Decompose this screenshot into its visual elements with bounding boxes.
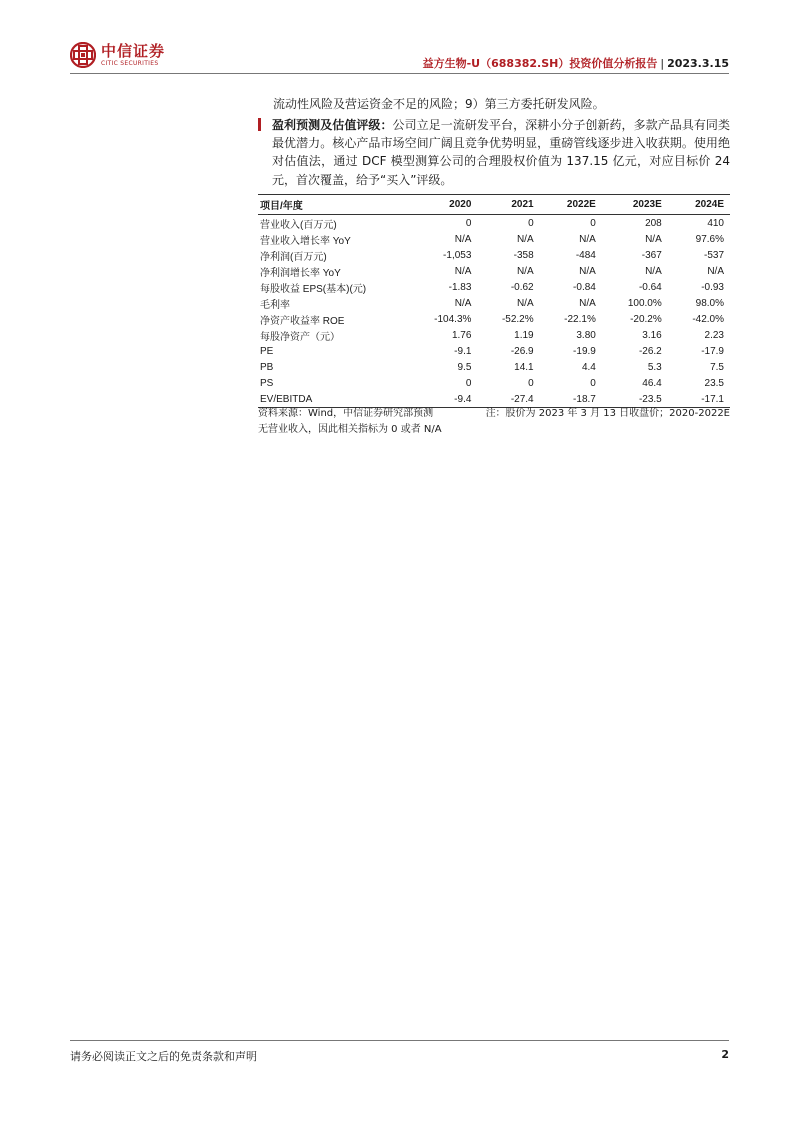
logo-english-name: CITIC SECURITIES: [101, 59, 159, 67]
table-cell: N/A: [454, 265, 472, 277]
table-cell: 7.5: [710, 361, 724, 373]
row-label: 毛利率: [260, 299, 290, 311]
row-label: PB: [260, 361, 274, 373]
table-cell: 208: [645, 217, 662, 229]
row-label: EV/EBITDA: [258, 391, 406, 408]
table-cell: -1.83: [448, 281, 472, 293]
table-row: [258, 327, 730, 343]
table-cell: 0: [465, 217, 472, 229]
table-notes: [258, 406, 730, 438]
table-row: [258, 359, 730, 375]
table-cell: -0.64: [638, 281, 662, 293]
table-cell: 23.5: [704, 377, 724, 389]
table-cell: -358: [513, 249, 534, 261]
rating-paragraph: [272, 116, 730, 189]
column-header: 2024E: [668, 195, 730, 215]
table-row: [258, 247, 730, 263]
section-marker-bar: [258, 118, 261, 131]
table-cell: N/A: [516, 265, 534, 277]
table-cell: N/A: [579, 297, 596, 309]
table-cell: -26.9: [510, 345, 534, 357]
rating-heading: 盈利预测及估值评级：: [272, 118, 393, 132]
rating-section: [258, 116, 730, 189]
citic-logo-icon: [70, 42, 96, 68]
table-cell: -0.93: [701, 281, 724, 293]
table-cell: 1.19: [514, 329, 534, 341]
header-divider: [70, 73, 729, 74]
disclaimer-text: 请务必阅读正文之后的免责条款和声明: [70, 1050, 257, 1063]
table-row: [258, 215, 730, 232]
table-cell: N/A: [579, 265, 596, 277]
table-cell: 100.0%: [627, 297, 662, 309]
table-row: [258, 263, 730, 279]
table-cell: 46.4: [642, 377, 662, 389]
table-cell: 9.5: [457, 361, 472, 373]
table-cell: 0: [590, 217, 596, 229]
table-cell: -367: [641, 249, 662, 261]
footer-divider: [70, 1040, 729, 1041]
table-cell: -9.1: [454, 345, 472, 357]
row-label: PS: [260, 377, 274, 389]
row-label: 每股净资产（元）: [260, 331, 340, 343]
table-header-row: [258, 195, 730, 215]
table-cell: 97.6%: [695, 233, 724, 245]
table-cell: -42.0%: [692, 313, 724, 325]
row-label: 营业收入增长率 YoY: [260, 235, 351, 247]
column-header: 2023E: [602, 195, 668, 215]
risk-tail-paragraph: 流动性风险及营运资金不足的风险；9）第三方委托研发风险。: [273, 97, 605, 111]
table-cell: 0: [528, 377, 534, 389]
header-separator: |: [660, 57, 665, 70]
report-header: [423, 55, 729, 71]
table-cell: N/A: [454, 297, 472, 309]
table-cell: -484: [575, 249, 596, 261]
table-cell: 0: [465, 377, 472, 389]
table-cell: -19.9: [573, 345, 596, 357]
rating-body: 公司立足一流研发平台，深耕小分子创新药，多款产品具有同类最优潜力。核心产品市场空间广阔且竞争优势明显，重磅管线逐步进入收获期。使用绝对估值法，通过 DCF 模型测算公司的合理股权价值为 137.15 亿元，对应目标价 24 元，首次覆盖，给予“买入”评级。: [272, 118, 730, 187]
table-cell: 0: [528, 217, 534, 229]
data-source: 资料来源：Wind，中信证券研究部预测: [258, 408, 434, 419]
column-header: 项目/年度: [258, 195, 406, 215]
table-row: [258, 311, 730, 327]
column-header: 2022E: [540, 195, 602, 215]
table-row: [258, 343, 730, 359]
row-label: 每股收益 EPS(基本)(元): [260, 283, 367, 295]
table-cell: -52.2%: [501, 313, 534, 325]
row-label: 净利润(百万元): [260, 251, 327, 263]
table-cell: 2.23: [704, 329, 724, 341]
report-title: 益方生物-U（688382.SH）投资价值分析报告: [422, 57, 658, 70]
report-date: 2023.3.15: [667, 57, 729, 70]
table-cell: 410: [707, 217, 724, 229]
table-cell: -26.2: [638, 345, 662, 357]
table-cell: 1.76: [451, 329, 472, 341]
table-cell: -17.9: [701, 345, 724, 357]
table-row: [258, 375, 730, 391]
table-cell: N/A: [645, 233, 662, 245]
table-cell: -104.3%: [434, 313, 472, 325]
logo-chinese-name: 中信证券: [101, 41, 166, 60]
citic-logo: [70, 42, 165, 68]
table-note: 注：股价为 2023 年 3 月 13 日收盘价；2020-2022E: [485, 408, 730, 419]
table-cell: -23.5: [602, 391, 668, 408]
table-cell: 3.16: [642, 329, 662, 341]
table-row: [258, 279, 730, 295]
table-cell: -17.1: [668, 391, 730, 408]
table-cell: 5.3: [647, 361, 662, 373]
table-cell: 3.80: [576, 329, 596, 341]
table-cell: -1,053: [443, 249, 472, 261]
table-cell: -18.7: [540, 391, 602, 408]
table-row: [258, 295, 730, 311]
table-cell: -27.4: [477, 391, 539, 408]
table-cell: 14.1: [514, 361, 534, 373]
row-label: 净资产收益率 ROE: [260, 315, 345, 327]
column-header: 2020: [406, 195, 477, 215]
table-row: [258, 231, 730, 247]
financial-forecast-table: [258, 194, 730, 408]
table-cell: -20.2%: [630, 313, 662, 325]
page-number: 2: [721, 1048, 729, 1061]
row-label: PE: [260, 345, 274, 357]
row-label: 净利润增长率 YoY: [260, 267, 341, 279]
table-cell: N/A: [645, 265, 662, 277]
table-cell: 98.0%: [695, 297, 724, 309]
table-cell: N/A: [454, 233, 472, 245]
table-cell: N/A: [516, 297, 534, 309]
table-cell: -0.84: [573, 281, 596, 293]
table-cell: N/A: [707, 265, 724, 277]
row-label: 营业收入(百万元): [260, 219, 337, 231]
table-cell: N/A: [516, 233, 534, 245]
table-cell: -0.62: [510, 281, 534, 293]
table-cell: 4.4: [581, 361, 596, 373]
column-header: 2021: [477, 195, 539, 215]
table-cell: -22.1%: [564, 313, 596, 325]
table-cell: -537: [703, 249, 724, 261]
table-cell: N/A: [579, 233, 596, 245]
table-cell: 0: [590, 377, 596, 389]
table-note-continued: 无营业收入，因此相关指标为 0 或者 N/A: [258, 424, 442, 435]
table-cell: -9.4: [406, 391, 477, 408]
